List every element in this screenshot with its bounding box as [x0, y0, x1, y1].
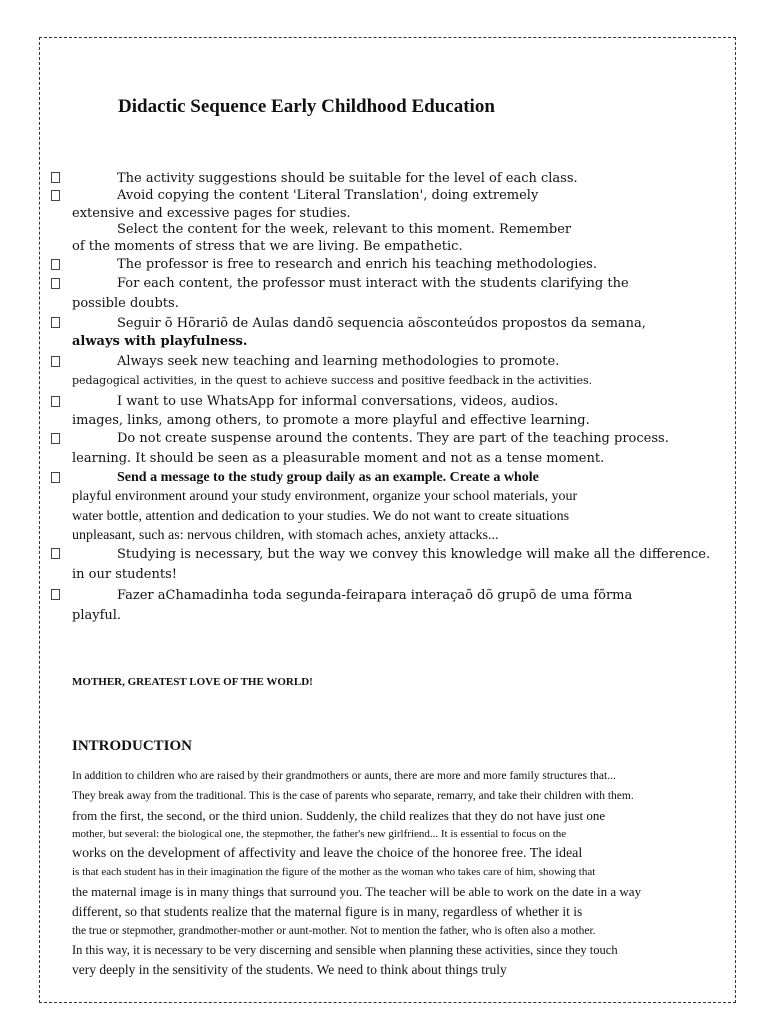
intro-line-8: different, so that students realize that the maternal figure is in many, regardless of whether it is: [72, 904, 583, 919]
list-item-12-line-1: Fazer aChamadinha toda segunda-feirapara interaçaõ dõ grupõ de uma fõrma: [117, 588, 633, 603]
bullet-square-icon: [51, 589, 60, 603]
list-item-8-line-2: images, links, among others, to promote a more playful and effective learning.: [72, 413, 590, 428]
bullet-square-icon: [51, 317, 60, 331]
intro-line-10: In this way, it is necessary to be very discerning and sensible when planning these activities, since they touch: [72, 943, 618, 957]
list-item-10-line-4: unpleasant, such as: nervous children, with stomach aches, anxiety attacks...: [72, 528, 499, 543]
bullet-square-icon: [51, 548, 60, 562]
list-item-10-line-3: water bottle, attention and dedication to your studies. We do not want to create situations: [72, 509, 570, 524]
bullet-square-icon: [51, 190, 60, 204]
list-item-10-line-1: Send a message to the study group daily as an example. Create a whole: [117, 470, 539, 485]
bullet-square-icon: [51, 356, 60, 370]
intro-line-3: from the first, the second, or the third union. Suddenly, the child realizes that they do not have just one: [72, 808, 606, 823]
intro-line-9: the true or stepmother, grandmother-mother or aunt-mother. Not to mention the father, who is often also a mother.: [72, 925, 596, 937]
list-item-7-line-2: pedagogical activities, in the quest to achieve success and positive feedback in the activities.: [72, 374, 593, 387]
list-item-10-line-2: playful environment around your study environment, organize your school materials, your: [72, 489, 578, 504]
list-item-7-line-1: Always seek new teaching and learning methodologies to promote.: [117, 354, 560, 369]
list-item-3-line-1: Select the content for the week, relevant to this moment. Remember: [117, 222, 572, 237]
bullet-square-icon: [51, 278, 60, 292]
bullet-square-icon: [51, 259, 60, 273]
list-item-6-line-1: Seguir õ Hõrariõ de Aulas dandõ sequencia aõsconteúdos propostos da semana,: [117, 316, 646, 331]
list-item-9-line-1: Do not create suspense around the contents. They are part of the teaching process.: [117, 431, 669, 446]
intro-line-2: They break away from the traditional. This is the case of parents who separate, remarry, and take their children with them.: [72, 790, 634, 802]
intro-line-6: is that each student has in their imagination the figure of the mother as the woman who takes care of him, showing that: [72, 866, 596, 878]
list-item-3-line-2: of the moments of stress that we are living. Be empathetic.: [72, 239, 463, 254]
bullet-square-icon: [51, 172, 60, 186]
list-item-8-line-1: I want to use WhatsApp for informal conversations, videos, audios.: [117, 394, 559, 409]
list-item-11-line-1: Studying is necessary, but the way we convey this knowledge will make all the difference.: [117, 547, 711, 562]
list-item-9-line-2: learning. It should be seen as a pleasurable moment and not as a tense moment.: [72, 451, 605, 466]
intro-line-7: the maternal image is in many things that surround you. The teacher will be able to work on the date in a way: [72, 884, 642, 899]
list-item-11-line-2: in our students!: [72, 567, 177, 582]
list-item-6-line-2: always with playfulness.: [72, 334, 248, 349]
list-item-5-line-2: possible doubts.: [72, 296, 179, 311]
bullet-square-icon: [51, 472, 60, 486]
section-subtitle: MOTHER, GREATEST LOVE OF THE WORLD!: [72, 676, 313, 688]
document-title: Didactic Sequence Early Childhood Education: [118, 96, 495, 117]
intro-line-1: In addition to children who are raised by their grandmothers or aunts, there are more and more family structures that...: [72, 770, 616, 782]
intro-line-4: mother, but several: the biological one, the stepmother, the father's new girlfriend... It is essential to focus on the: [72, 828, 567, 840]
intro-line-5: works on the development of affectivity and leave the choice of the honoree free. The ideal: [72, 846, 583, 861]
list-item-12-line-2: playful.: [72, 608, 122, 623]
intro-line-11: very deeply in the sensitivity of the students. We need to think about things truly: [72, 962, 507, 977]
list-item-4-line-1: The professor is free to research and enrich his teaching methodologies.: [117, 257, 597, 272]
list-item-1-line-1: The activity suggestions should be suitable for the level of each class.: [117, 171, 578, 186]
list-item-2-line-1: Avoid copying the content 'Literal Translation', doing extremely: [117, 188, 539, 203]
bullet-square-icon: [51, 433, 60, 447]
bullet-square-icon: [51, 396, 60, 410]
introduction-heading: INTRODUCTION: [72, 738, 193, 754]
list-item-2-line-2: extensive and excessive pages for studies.: [72, 206, 351, 221]
list-item-5-line-1: For each content, the professor must interact with the students clarifying the: [117, 276, 629, 291]
